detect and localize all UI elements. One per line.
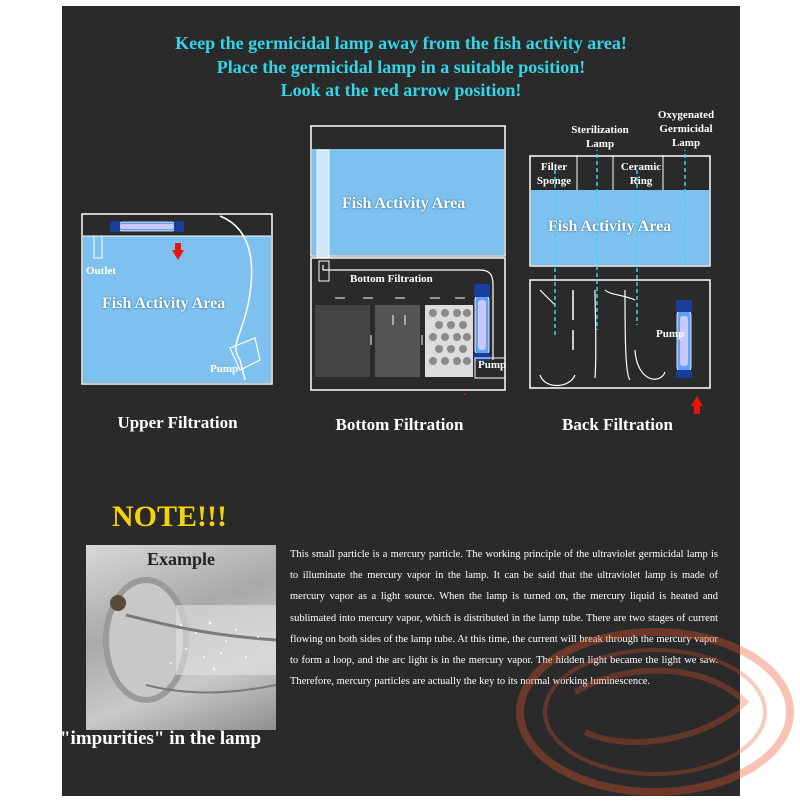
upper-uv-lamp bbox=[110, 221, 184, 232]
headline-line-1: Keep the germicidal lamp away from the fish activity area! bbox=[175, 33, 627, 53]
headline-line-3: Look at the red arrow position! bbox=[280, 80, 522, 100]
back-pump-label: Pump bbox=[656, 328, 685, 340]
watermark-logo bbox=[505, 612, 800, 802]
upper-water-label: Fish Activity Area bbox=[102, 295, 226, 312]
headline-line-2: Place the germicidal lamp in a suitable position! bbox=[216, 57, 586, 77]
back-sterilization-label: Sterilization Lamp bbox=[571, 124, 629, 150]
bottom-uv-lamp bbox=[474, 284, 490, 361]
bottom-media-2 bbox=[375, 305, 420, 377]
example-photo bbox=[86, 545, 276, 730]
example-label: Example bbox=[146, 549, 215, 569]
note-title: NOTE!!! bbox=[112, 500, 227, 533]
bottom-water-label: Fish Activity Area bbox=[342, 195, 466, 212]
upper-caption: Upper Filtration bbox=[117, 413, 238, 432]
back-caption: Back Filtration bbox=[562, 415, 673, 434]
bottom-caption: Bottom Filtration bbox=[335, 415, 464, 434]
back-red-arrow bbox=[691, 396, 703, 414]
back-filtration-diagram bbox=[525, 150, 720, 415]
bottom-section-label: Bottom Filtration bbox=[350, 273, 433, 285]
back-water-label: Fish Activity Area bbox=[548, 218, 672, 235]
upper-pump-label: Pump bbox=[210, 363, 239, 375]
back-ceramic-ring-label: Ceramic Ring bbox=[620, 161, 662, 187]
back-filter-sponge-label: Filter Sponge bbox=[536, 161, 572, 187]
bottom-overflow-pipe bbox=[317, 150, 329, 258]
bottom-pump-label: Pump bbox=[478, 359, 507, 371]
bottom-red-arrow bbox=[459, 393, 471, 395]
back-oxygenated-label: Oxygenated Germicidal Lamp bbox=[657, 109, 715, 149]
impurities-caption: "impurities" in the lamp bbox=[60, 728, 262, 749]
bottom-media-1 bbox=[315, 305, 370, 377]
upper-outlet-label: Outlet bbox=[86, 265, 116, 277]
note-paragraph: This small particle is a mercury particle. The working principle of the ultraviolet germicidal lamp is to illuminate the mercury vapor in the lamp. It can be said that the ultraviolet lamp is made of mercury vapor as a light source. When the lamp is turned on, the mercury liquid is heated and sublimated into mercury vapor, which is distributed in the lamp tube. There are two stages of current flowing on both sides of the lamp tube. At this time, the current will break through the mercury vapor to form a loop, and the arc light is in the mercury vapor. The hidden light became the light we saw. Therefore, mercury particles are actually the key to its normal working luminescence. bbox=[290, 549, 718, 688]
bottom-filtration-diagram bbox=[305, 120, 510, 395]
